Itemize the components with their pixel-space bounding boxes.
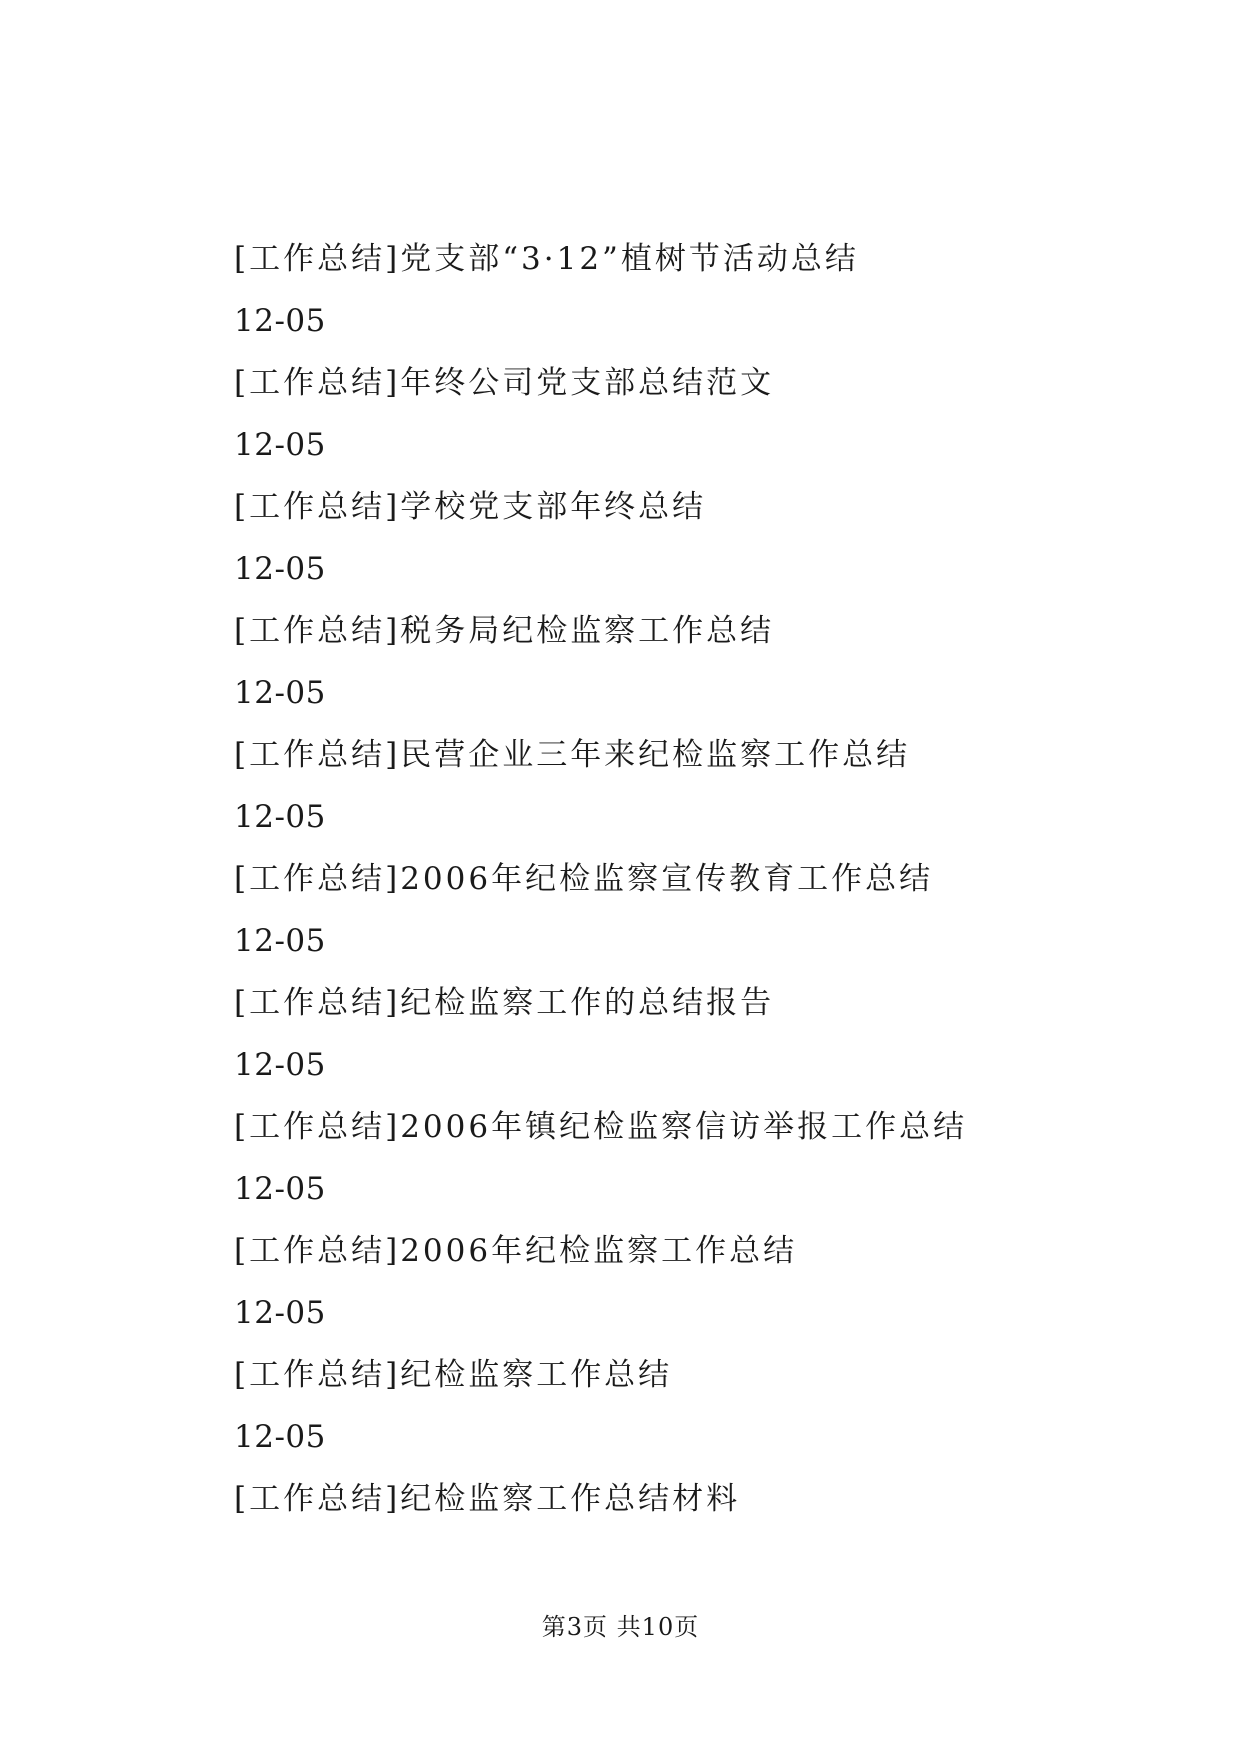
entry-date: 12-05	[234, 303, 326, 339]
entry-date: 12-05	[234, 1171, 326, 1207]
entry-title: [工作总结]年终公司党支部总结范文	[234, 365, 775, 401]
entry-date: 12-05	[234, 1295, 326, 1331]
entry-title: [工作总结]纪检监察工作总结材料	[234, 1481, 741, 1517]
page-number-footer: 第3页 共10页	[541, 1613, 700, 1641]
entry-date: 12-05	[234, 1047, 326, 1083]
article-list	[234, 228, 1034, 1530]
list-item	[234, 352, 1034, 476]
list-item	[234, 1096, 1034, 1220]
entry-title: [工作总结]民营企业三年来纪检监察工作总结	[234, 737, 911, 773]
list-item	[234, 972, 1034, 1096]
entry-title: [工作总结]2006年镇纪检监察信访举报工作总结	[234, 1109, 968, 1145]
list-item	[234, 228, 1034, 352]
entry-date: 12-05	[234, 923, 326, 959]
list-item	[234, 1468, 1034, 1530]
entry-title: [工作总结]党支部“3·12”植树节活动总结	[234, 241, 859, 277]
entry-date: 12-05	[234, 427, 326, 463]
list-item	[234, 1344, 1034, 1468]
list-item	[234, 848, 1034, 972]
entry-date: 12-05	[234, 1419, 326, 1455]
list-item	[234, 1220, 1034, 1344]
entry-title: [工作总结]税务局纪检监察工作总结	[234, 613, 775, 649]
entry-date: 12-05	[234, 799, 326, 835]
entry-date: 12-05	[234, 675, 326, 711]
entry-title: [工作总结]学校党支部年终总结	[234, 489, 707, 525]
entry-title: [工作总结]纪检监察工作总结	[234, 1357, 673, 1393]
list-item	[234, 476, 1034, 600]
entry-date: 12-05	[234, 551, 326, 587]
list-item	[234, 600, 1034, 724]
entry-title: [工作总结]2006年纪检监察工作总结	[234, 1233, 798, 1269]
list-item	[234, 724, 1034, 848]
entry-title: [工作总结]纪检监察工作的总结报告	[234, 985, 775, 1021]
entry-title: [工作总结]2006年纪检监察宣传教育工作总结	[234, 861, 934, 897]
